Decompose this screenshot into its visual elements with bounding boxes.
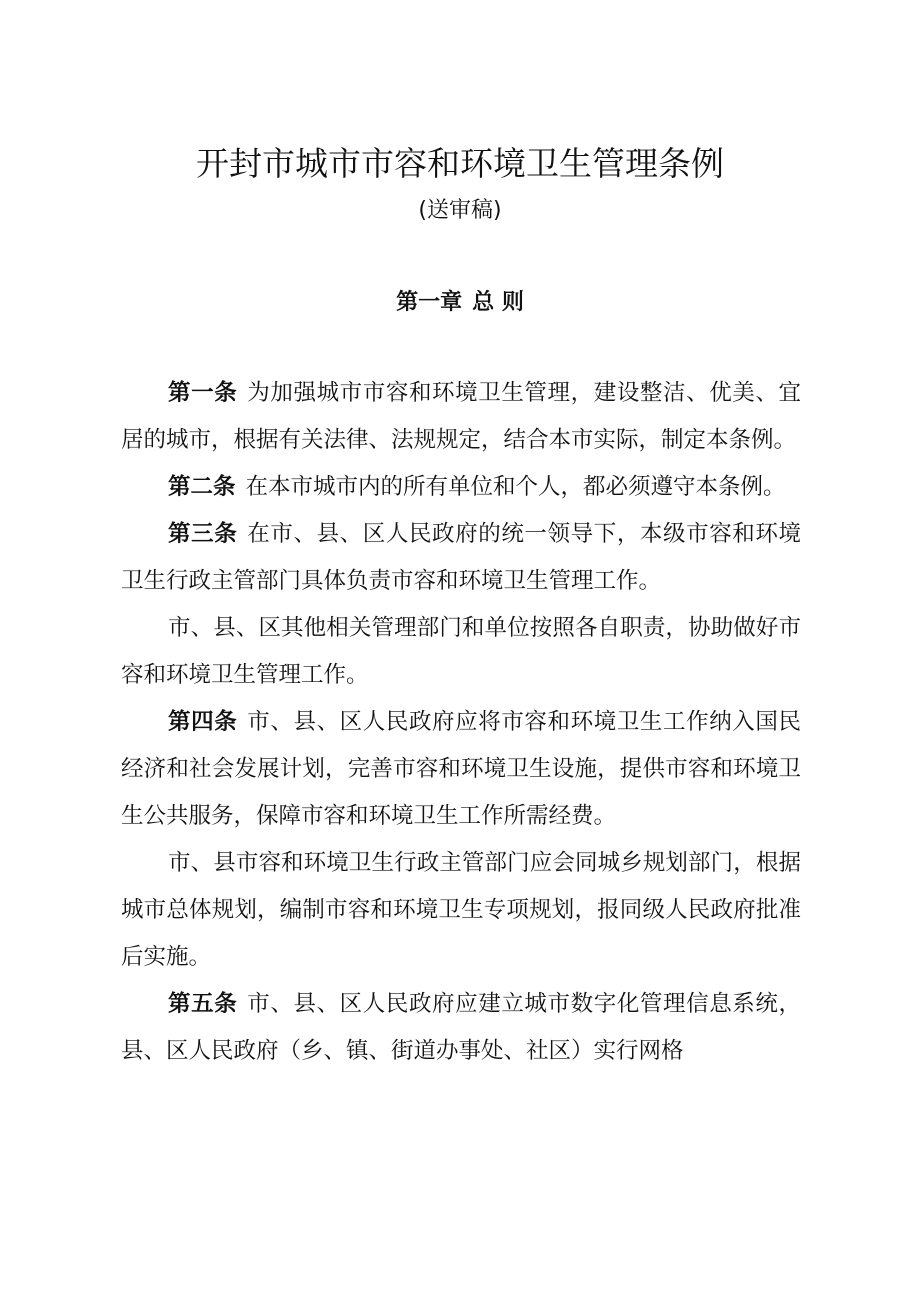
article-paragraph [121,511,801,605]
article-paragraph [121,605,801,699]
chapter-heading [0,285,920,316]
chapter-name: 总 则 [472,290,524,315]
article-text: 市、县、区人民政府应将市容和环境卫生工作纳入国民经济和社会发展计划，完善市容和环境卫生设施，提供市容和环境卫生公共服务，保障市容和环境卫生工作所需经费。 [121,709,801,829]
article-text: 为加强城市市容和环境卫生管理，建设整洁、优美、宜居的城市，根据有关法律、法规规定，结合本市实际，制定本条例。 [121,380,801,453]
article-label: 第五条 [168,991,238,1017]
article-label: 第二条 [168,474,236,500]
article-label: 第一条 [168,380,238,406]
article-text: 市、县市容和环境卫生行政主管部门应会同城乡规划部门，根据城市总体规划，编制市容和环境卫生专项规划，报同级人民政府批准后实施。 [121,850,801,970]
document-body [121,370,801,1075]
article-paragraph [121,699,801,840]
document-subtitle: (送审稿) [418,198,502,223]
chapter-number: 第一章 [396,290,463,315]
article-text: 在市、县、区人民政府的统一领导下，本级市容和环境卫生行政主管部门具体负责市容和环境卫生管理工作。 [121,521,801,594]
article-paragraph [121,464,801,511]
article-text: 在本市城市内的所有单位和个人，都必须遵守本条例。 [245,474,786,500]
article-paragraph [121,370,801,464]
article-label: 第四条 [168,709,238,735]
article-paragraph [121,981,801,1075]
article-label: 第三条 [168,521,238,547]
article-paragraph [121,840,801,981]
document-title: 开封市城市市容和环境卫生管理条例 [196,144,724,183]
article-text: 市、县、区其他相关管理部门和单位按照各自职责，协助做好市容和环境卫生管理工作。 [121,615,801,688]
article-text: 市、县、区人民政府应建立城市数字化管理信息系统，县、区人民政府（乡、镇、街道办事处、社区）实行网格 [121,991,801,1064]
